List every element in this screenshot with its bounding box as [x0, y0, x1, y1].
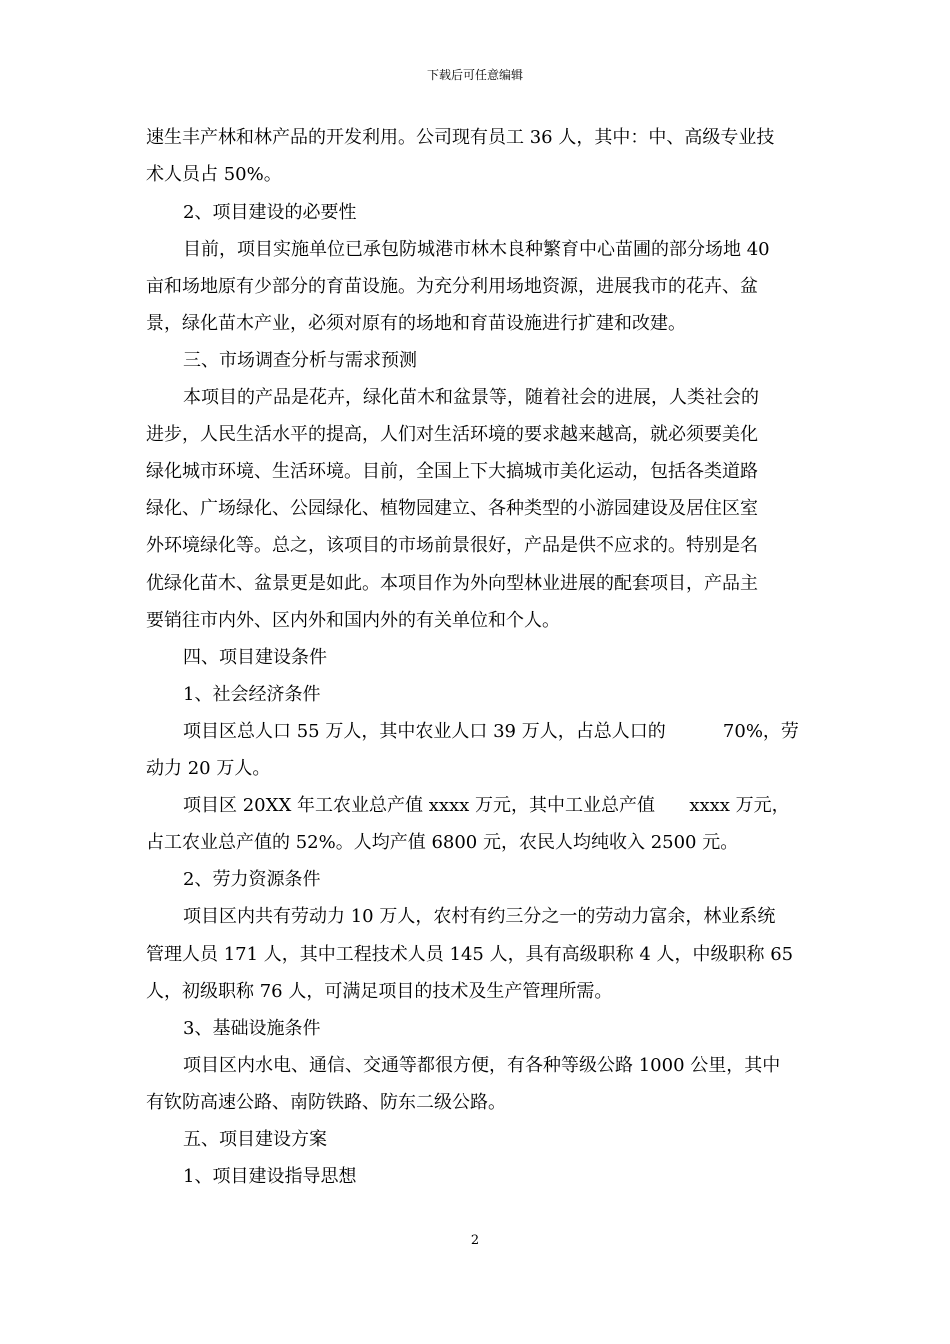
section-heading: 四、项目建设条件: [183, 647, 327, 668]
text-line: 项目区 20XX 年工农业总产值 xxxx 万元，其中工业总产值 xxxx 万元，: [183, 795, 790, 816]
text-line: 项目区总人口 55 万人，其中农业人口 39 万人，占总人口的 70%，劳: [183, 721, 799, 742]
text-line: 要销往市内外、区内外和国内外的有关单位和个人。: [146, 610, 560, 631]
text-line: 目前，项目实施单位已承包防城港市林木良种繁育中心苗圃的部分场地 40: [183, 239, 770, 260]
text-line: 术人员占 50%。: [146, 164, 282, 185]
text-line: 优绿化苗木、盆景更是如此。本项目作为外向型林业进展的配套项目，产品主: [146, 573, 758, 594]
section-heading: 2、项目建设的必要性: [183, 202, 357, 223]
text-line: 管理人员 171 人，其中工程技术人员 145 人，具有高级职称 4 人，中级职称 65: [146, 944, 794, 965]
text-line: 项目区内共有劳动力 10 万人，农村有约三分之一的劳动力富余，林业系统: [183, 906, 776, 927]
text-line: 速生丰产林和林产品的开发利用。公司现有员工 36 人，其中：中、高级专业技: [146, 127, 775, 148]
section-heading: 五、项目建设方案: [183, 1129, 327, 1150]
page-header: 下载后可任意编辑: [426, 68, 523, 82]
text-line: 亩和场地原有少部分的育苗设施。为充分利用场地资源，进展我市的花卉、盆: [146, 276, 758, 297]
section-heading: 1、社会经济条件: [183, 684, 321, 705]
text-line: 人，初级职称 76 人，可满足项目的技术及生产管理所需。: [146, 981, 613, 1002]
text-line: 绿化、广场绿化、公园绿化、植物园建立、各种类型的小游园建设及居住区室: [146, 498, 758, 519]
text-line: 景，绿化苗木产业，必须对原有的场地和育苗设施进行扩建和改建。: [146, 313, 686, 334]
section-heading: 2、劳力资源条件: [183, 869, 321, 890]
text-line: 动力 20 万人。: [146, 758, 271, 779]
text-line: 有钦防高速公路、南防铁路、防东二级公路。: [146, 1092, 506, 1113]
text-line: 进步，人民生活水平的提高，人们对生活环境的要求越来越高，就必须要美化: [146, 424, 758, 445]
text-line: 绿化城市环境、生活环境。目前，全国上下大搞城市美化运动，包括各类道路: [146, 461, 758, 482]
section-heading: 三、市场调查分析与需求预测: [183, 350, 417, 371]
page-number: 2: [470, 1233, 480, 1248]
section-heading: 1、项目建设指导思想: [183, 1166, 357, 1187]
section-heading: 3、基础设施条件: [183, 1018, 321, 1039]
text-line: 占工农业总产值的 52%。人均产值 6800 元，农民人均纯收入 2500 元。: [146, 832, 739, 853]
text-line: 本项目的产品是花卉，绿化苗木和盆景等，随着社会的进展，人类社会的: [183, 387, 759, 408]
text-line: 外环境绿化等。总之，该项目的市场前景很好，产品是供不应求的。特别是名: [146, 535, 758, 556]
text-line: 项目区内水电、通信、交通等都很方便，有各种等级公路 1000 公里，其中: [183, 1055, 781, 1076]
